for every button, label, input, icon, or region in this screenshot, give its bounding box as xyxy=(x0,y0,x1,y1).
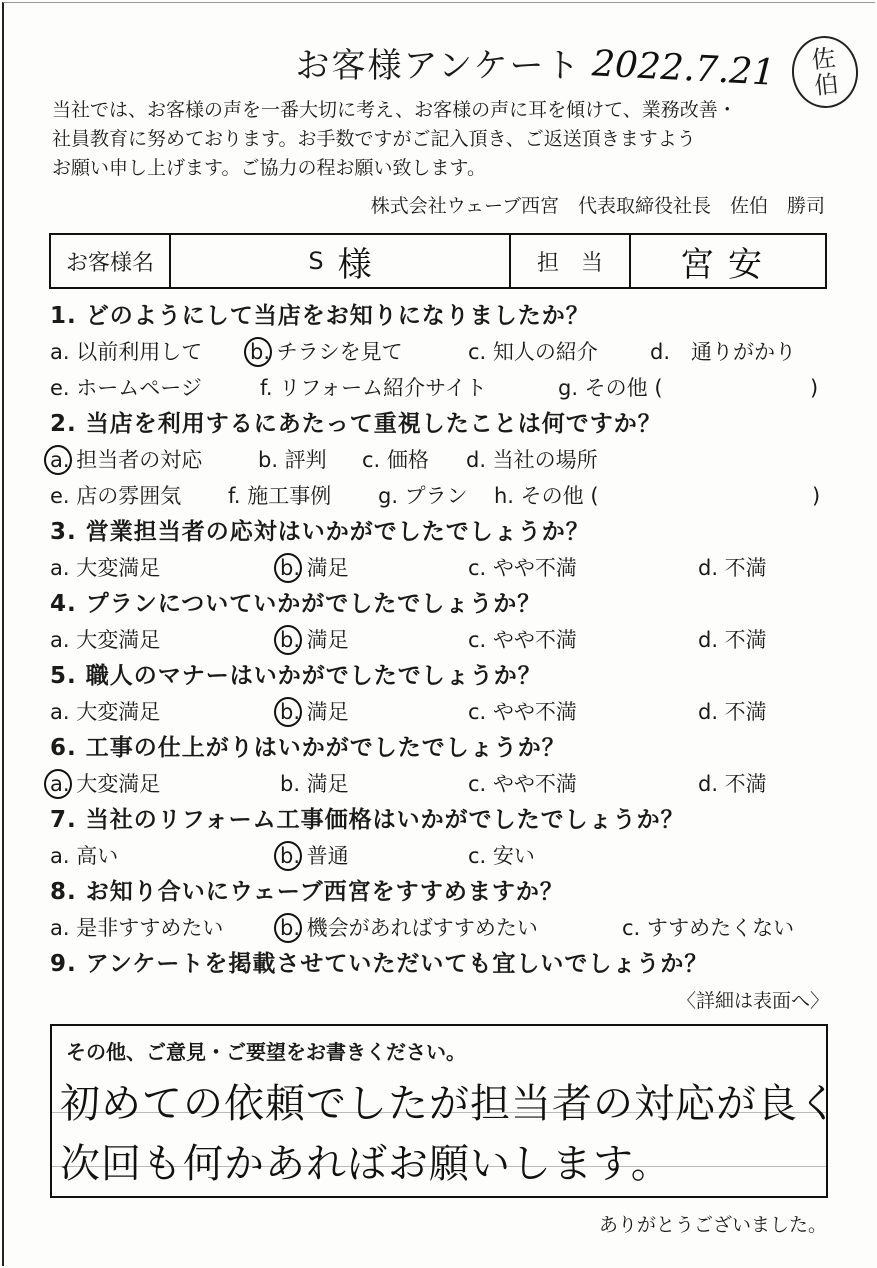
selected-circle-mark xyxy=(274,841,302,871)
q5-option-b[interactable]: b. 満足 xyxy=(280,694,349,730)
question-2-options-row-1 xyxy=(50,442,840,478)
staff-name-field[interactable] xyxy=(631,235,825,287)
selected-circle-mark xyxy=(44,769,72,799)
question-5-options-row xyxy=(50,694,840,730)
q7-option-a[interactable]: a. 高い xyxy=(50,844,119,868)
q7-option-b[interactable]: b. 普通 xyxy=(280,838,349,874)
customer-label: お客様名 xyxy=(65,250,154,276)
comment-handwritten-line-2: 次回も何かあればお願いします。 xyxy=(60,1141,672,1187)
q4-option-c[interactable]: c. やや不満 xyxy=(468,628,577,652)
q1-option-g-close: ) xyxy=(810,376,819,400)
q3-option-a[interactable]: a. 大変満足 xyxy=(50,556,161,580)
question-5-title: 5. 職人のマナーはいかがでしたでしょうか？ xyxy=(50,663,542,689)
question-list xyxy=(50,298,840,982)
q7-option-c[interactable]: c. 安い xyxy=(468,844,535,868)
q4-option-b[interactable]: b. 満足 xyxy=(280,622,349,658)
q2-option-a[interactable]: a. 担当者の対応 xyxy=(50,442,202,478)
q1-option-e[interactable]: e. ホームページ xyxy=(50,376,202,400)
staff-label-cell xyxy=(511,235,631,287)
q2-option-b[interactable]: b. 評判 xyxy=(258,448,327,472)
q3-option-d[interactable]: d. 不満 xyxy=(698,556,767,580)
q1-option-f[interactable]: f. リフォーム紹介サイト xyxy=(260,376,487,400)
question-1-title: 1. どのようにして当店をお知りになりましたか？ xyxy=(50,303,590,329)
selected-circle-mark xyxy=(274,913,302,943)
q6-option-c[interactable]: c. やや不満 xyxy=(468,772,577,796)
selected-circle-mark xyxy=(274,553,302,583)
question-6-options-row xyxy=(50,766,840,802)
q5-option-a[interactable]: a. 大変満足 xyxy=(50,700,161,724)
question-8-title: 8. お知り合いにウェーブ西宮をすすめますか？ xyxy=(50,879,564,905)
customer-info-box xyxy=(49,233,827,289)
comment-handwritten-line-1: 初めての依頼でしたが担当者の対応が良く xyxy=(60,1081,839,1127)
q2-option-f[interactable]: f. 施工事例 xyxy=(228,484,332,508)
q8-option-c[interactable]: c. すすめたくない xyxy=(622,916,795,940)
question-6-title: 6. 工事の仕上がりはいかがでしたでしょうか？ xyxy=(50,735,566,761)
comment-label: その他、ご意見・ご要望をお書きください。 xyxy=(66,1040,466,1064)
q9-detail-note: 〈詳細は表面へ〉 xyxy=(676,990,829,1012)
seal-char-1: 佐 xyxy=(810,43,838,75)
customer-name-field[interactable] xyxy=(171,235,511,287)
q4-option-a[interactable]: a. 大変満足 xyxy=(50,628,161,652)
q1-option-g[interactable]: g. その他 ( xyxy=(558,376,663,400)
staff-name: 宮安 xyxy=(680,244,776,285)
q1-option-d[interactable]: d. 通りがかり xyxy=(650,340,797,364)
question-2-title: 2. 当店を利用するにあたって重視したことは何ですか？ xyxy=(50,411,662,437)
q2-option-e[interactable]: e. 店の雰囲気 xyxy=(50,484,182,508)
q2-option-c[interactable]: c. 価格 xyxy=(362,448,429,472)
seal-char-2: 伯 xyxy=(812,69,840,101)
company-signature: 株式会社ウェーブ西宮 代表取締役社長 佐伯 勝司 xyxy=(370,195,825,217)
question-1-options-row-1 xyxy=(50,334,840,370)
thanks-text: ありがとうございました。 xyxy=(598,1214,827,1236)
customer-initial: S xyxy=(308,247,324,275)
intro-text xyxy=(52,96,832,183)
question-4-options-row xyxy=(50,622,840,658)
q5-option-c[interactable]: c. やや不満 xyxy=(468,700,577,724)
selected-circle-mark xyxy=(244,337,272,367)
q4-option-d[interactable]: d. 不満 xyxy=(698,628,767,652)
q8-option-a[interactable]: a. 是非すすめたい xyxy=(50,916,224,940)
selected-circle-mark xyxy=(274,625,302,655)
question-1-options-row-2 xyxy=(50,370,840,406)
q8-option-b[interactable]: b. 機会があればすすめたい xyxy=(280,910,538,946)
question-8-options-row xyxy=(50,910,840,946)
intro-line-2: 社員教育に努めております。お手数ですがご記入頂き、ご返送頂きますよう xyxy=(52,128,696,150)
selected-circle-mark xyxy=(274,697,302,727)
q3-option-c[interactable]: c. やや不満 xyxy=(468,556,577,580)
question-3-options-row xyxy=(50,550,840,586)
staff-label: 担 当 xyxy=(536,250,603,276)
q1-option-a[interactable]: a. 以前利用して xyxy=(50,340,203,364)
q6-option-b[interactable]: b. 満足 xyxy=(280,772,349,796)
customer-suffix: 様 xyxy=(337,244,372,285)
q6-option-d[interactable]: d. 不満 xyxy=(698,772,767,796)
q2-option-d[interactable]: d. 当社の場所 xyxy=(466,448,598,472)
question-2-options-row-2 xyxy=(50,478,840,514)
handwritten-date: 2022.7.21 xyxy=(591,43,777,94)
comment-box[interactable] xyxy=(50,1024,839,1198)
intro-line-3: お願い申し上げます。ご協力の程お願い致します。 xyxy=(52,157,486,179)
selected-circle-mark xyxy=(44,445,72,475)
question-9-title: 9. アンケートを掲載させていただいても宜しいでしょうか？ xyxy=(50,951,709,977)
q2-option-g[interactable]: g. プラン xyxy=(378,484,468,508)
question-7-title: 7. 当社のリフォーム工事価格はいかがでしたでしょうか？ xyxy=(50,807,685,833)
intro-line-1: 当社では、お客様の声を一番大切に考え、お客様の声に耳を傾けて、業務改善・ xyxy=(52,99,737,121)
q2-option-h-close: ) xyxy=(812,484,821,508)
question-4-title: 4. プランについていかがでしたでしょうか？ xyxy=(50,591,542,617)
q2-option-h[interactable]: h. その他 ( xyxy=(494,484,599,508)
q1-option-c[interactable]: c. 知人の紹介 xyxy=(468,340,598,364)
question-3-title: 3. 営業担当者の応対はいかがでしたでしょうか？ xyxy=(50,519,590,545)
question-7-options-row xyxy=(50,838,840,874)
q5-option-d[interactable]: d. 不満 xyxy=(698,700,767,724)
q1-option-b[interactable]: b. チラシを見て xyxy=(250,334,403,370)
q6-option-a[interactable]: a. 大変満足 xyxy=(50,766,160,802)
page-title: お客様アンケート xyxy=(295,46,582,86)
customer-label-cell xyxy=(51,235,171,287)
q3-option-b[interactable]: b. 満足 xyxy=(280,550,349,586)
